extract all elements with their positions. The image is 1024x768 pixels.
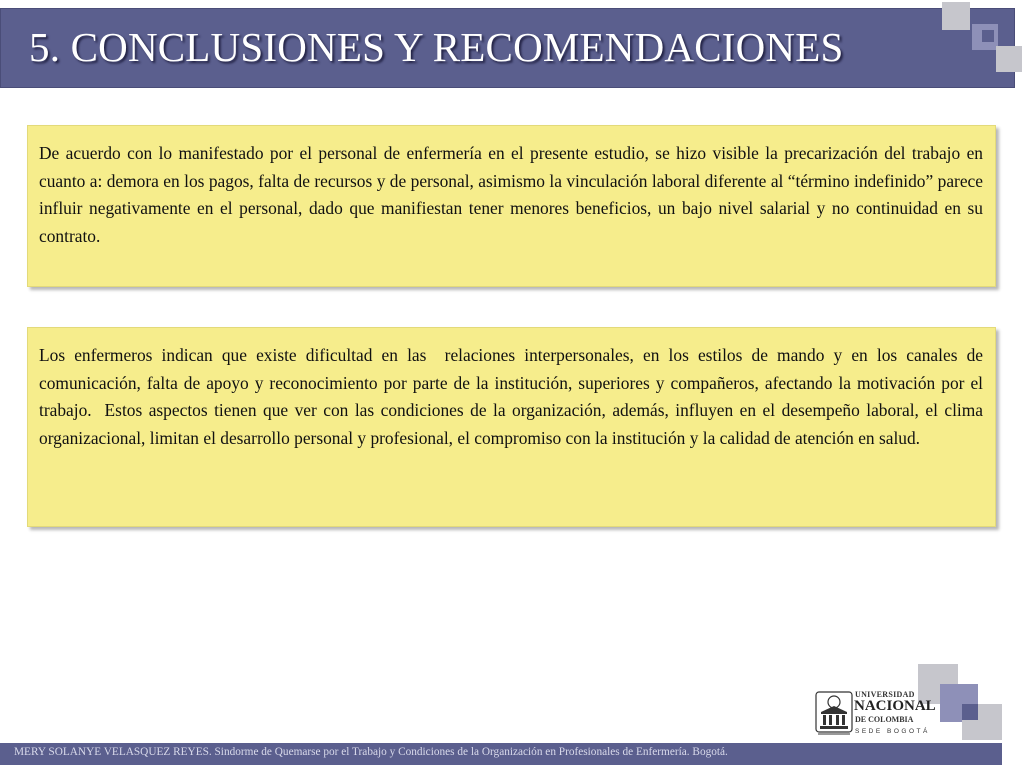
conclusion-text-1: De acuerdo con lo manifestado por el personal de enfermería en el presente estudio, se hizo visible la precarización del trabajo en cuanto a: demora en los pagos, falta de recursos y de personal, asimismo la vinculación laboral diferente al “término indefinido” parece influir negativamente en el personal, dado que manifiestan tener menores beneficios, un bajo nivel salarial y no continuidad en su contrato. — [39, 143, 988, 246]
decor-square-top-4 — [996, 46, 1022, 72]
conclusion-box-2 — [27, 327, 996, 527]
logo-line-1: UNIVERSIDAD — [855, 690, 915, 699]
logo-line-2: NACIONAL — [854, 698, 936, 714]
footer-bar — [0, 743, 1002, 765]
conclusion-text-2: Los enfermeros indican que existe dificultad en las relaciones interpersonales, en los estilos de mando y en los canales de comunicación, falta de apoyo y reconocimiento por parte de la institución, superiores y compañeros, afectando la motivación por el trabajo. Estos aspectos tienen que ver con las condiciones de la organización, además, influyen en el desempeño laboral, el clima organizacional, limitan el desarrollo personal y profesional, el compromiso con la institución y la calidad de atención en salud. — [39, 345, 988, 448]
decor-square-top-1 — [942, 2, 970, 30]
university-seal-icon — [815, 688, 853, 738]
title-bar — [0, 8, 1015, 88]
decor-square-bottom-4 — [962, 704, 978, 720]
university-logo — [815, 688, 940, 740]
slide-title: 5. CONCLUSIONES Y RECOMENDACIONES — [29, 24, 844, 70]
logo-line-3: DE COLOMBIA — [855, 715, 914, 724]
conclusion-box-1 — [27, 125, 996, 287]
logo-line-4: SEDE BOGOTÁ — [855, 728, 930, 735]
decor-square-top-3 — [982, 30, 994, 42]
footer-citation: MERY SOLANYE VELASQUEZ REYES. Sindorme de Quemarse por el Trabajo y Condiciones de la Organización en Profesionales de Enfermería. Bogotá. — [14, 746, 728, 758]
